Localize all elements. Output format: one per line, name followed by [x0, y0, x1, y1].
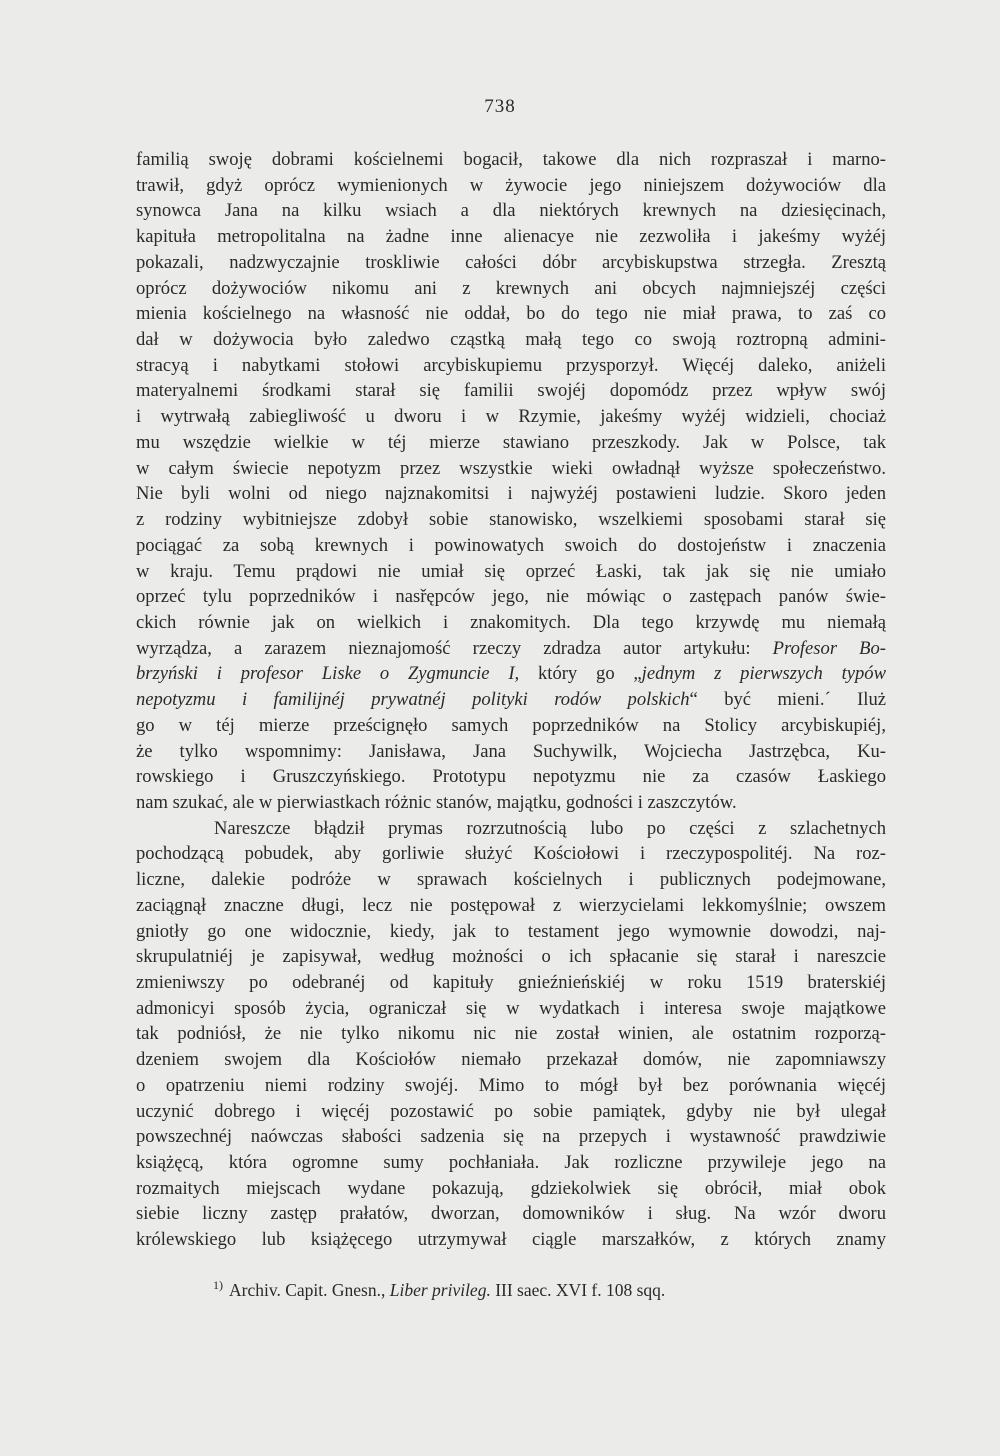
text-line — [136, 1227, 886, 1253]
text-line — [136, 147, 886, 173]
line-text: w kraju. Temu prądowi nie umiał się oprzeć Łaski, tak jak się nie umiało — [136, 560, 886, 582]
text-line — [136, 1124, 886, 1150]
text-line — [136, 430, 886, 456]
text-line — [136, 970, 886, 996]
text-line — [136, 919, 886, 945]
line-text: w całym świecie nepotyzm przez wszystkie wieki owładnął wyższe społeczeństwo. — [136, 457, 886, 479]
text-line — [136, 1073, 886, 1099]
line-text: liczne, dalekie podróże w sprawach kościelnych i publicznych podejmowane, — [136, 869, 886, 891]
line-text: który go „ — [519, 663, 642, 685]
text-line — [136, 378, 886, 404]
text-line — [136, 276, 886, 302]
italic-text: brzyński i profesor Liske o Zygmuncie I, — [136, 663, 520, 685]
text-line — [136, 404, 886, 430]
line-text: pokazali, nadzwyczajnie troskliwie całości dóbr arcybiskupstwa strzegła. Zresztą — [136, 251, 886, 273]
line-text: o opatrzeniu niemi rodziny swojéj. Mimo to mógł był bez porównania więcéj — [136, 1074, 886, 1096]
line-text: pociągać za sobą krewnych i powinowatych swoich do dostojeństw i znaczenia — [136, 534, 886, 556]
page-number: 738 — [484, 96, 516, 117]
text-line — [136, 456, 886, 482]
line-text: oprócz dożywociów nikomu ani z krewnych ani obcych najmniejszéj części — [136, 277, 886, 299]
text-line — [136, 841, 886, 867]
line-text: siebie liczny zastęp prałatów, dworzan, domowników i sług. Na wzór dworu — [136, 1203, 886, 1225]
line-text: z rodziny wybitniejsze zdobył sobie stanowisko, wszelkiemi sposobami starał się — [136, 509, 886, 531]
footnote-mark: 1) — [213, 1278, 223, 1292]
text-line — [136, 1176, 886, 1202]
line-text: i wytrwałą zabiegliwość u dworu i w Rzymie, jakeśmy wyżéj widzieli, chociaż — [136, 406, 886, 428]
line-text: trawił, gdyż oprócz wymienionych w żywocie jego niniejszem dożywociów dla — [136, 174, 886, 196]
text-line — [136, 893, 886, 919]
text-line — [136, 507, 886, 533]
text-line — [136, 687, 886, 713]
line-text: go w téj mierze prześcignęło samych poprzedników na Stolicy arcybiskupiéj, — [136, 714, 886, 736]
line-text: familią swoję dobrami kościelnemi bogacił, takowe dla nich rozpraszał i marno- — [136, 149, 886, 170]
line-text: stracyą i nabytkami stołowi arcybiskupiemu przysporzył. Więcéj daleko, aniżeli — [136, 354, 886, 376]
line-text: “ być mieni.´ Iluż — [689, 689, 886, 711]
footnote-italic: Liber privileg. — [389, 1280, 491, 1300]
text-line — [136, 867, 886, 893]
line-text: kapituła metropolitalna na żadne inne alienacye nie zezwoliła i jakeśmy wyżéj — [136, 226, 886, 248]
line-text: admonicyi sposób życia, ograniczał się w wydatkach i interesa swoje majątkowe — [136, 997, 886, 1019]
line-text: królewskiego lub książęcego utrzymywał ciągle marszałków, z których znamy — [136, 1229, 886, 1251]
body-text — [136, 147, 886, 1253]
text-line — [136, 301, 886, 327]
italic-text: nepotyzmu i familijnéj prywatnéj polityki rodów polskich — [136, 689, 690, 711]
line-text: mienia kościelnego na własność nie oddał, bo do tego nie miał prawa, to zaś co — [136, 303, 886, 325]
line-text: powszechnéj naówczas słabości sadzenia się na przepych i wystawność prawdziwie — [136, 1126, 886, 1148]
text-line — [136, 944, 886, 970]
line-text: skrupulatniéj je zapisywał, według możności o ich spłacanie się starał i nareszcie — [136, 946, 886, 968]
line-text: pochodzącą pobudek, aby gorliwie służyć Kościołowi i rzeczypospolitéj. Na roz- — [136, 843, 886, 865]
line-text: oprzeć tylu poprzedników i nasřępców jego, nie mówiąc o zastępach panów świe- — [136, 586, 886, 608]
line-text: Nareszcze błądził prymas rozrzutnością lubo po części z szlachetnych — [214, 817, 886, 839]
line-text: materyalnemi środkami starał się familii swojéj dopomódz przez wpływ swój — [136, 380, 886, 402]
italic-text: jednym z pierwszych typów — [641, 663, 886, 685]
text-line — [136, 661, 886, 687]
italic-text: Profesor Bo- — [772, 637, 886, 659]
text-line — [136, 764, 886, 790]
text-line — [136, 790, 886, 816]
text-line — [136, 327, 886, 353]
text-line — [136, 173, 886, 199]
text-line — [136, 1047, 886, 1073]
text-line — [136, 1021, 886, 1047]
text-line — [136, 636, 886, 662]
line-text: że tylko wspomnimy: Janisława, Jana Suchywilk, Wojciecha Jastrzębca, Ku- — [136, 740, 886, 762]
line-text: uczynić dobrego i więcéj pozostawić po sobie pamiątek, gdyby nie był ulegał — [136, 1100, 886, 1122]
line-text: ckich równie jak on wielkich i znakomitych. Dla tego krzywdę mu niemałą — [136, 611, 886, 633]
text-line — [136, 1150, 886, 1176]
line-text: nam szukać, ale w pierwiastkach różnic stanów, majątku, godności i zaszczytów. — [136, 791, 737, 813]
text-line — [136, 816, 886, 842]
line-text: wyrządza, a zarazem nieznajomość rzeczy zdradza autor artykułu: — [136, 637, 773, 659]
text-line — [136, 250, 886, 276]
line-text: tak podniósł, że nie tylko nikomu nic nie został winien, ale ostatnim rozporzą- — [136, 1023, 886, 1045]
text-line — [136, 610, 886, 636]
text-line — [136, 559, 886, 585]
footnote — [213, 1272, 833, 1303]
line-text: dał w dożywocia było zaledwo cząstką małą tego co swoją roztropną admini- — [136, 329, 886, 351]
text-line — [136, 1099, 886, 1125]
text-line — [136, 198, 886, 224]
line-text: rowskiego i Gruszczyńskiego. Prototypu nepotyzmu nie za czasów Łaskiego — [136, 766, 886, 788]
line-text: zaciągnął znaczne długi, lecz nie postępował z wierzycielami lekkomyślnie; owszem — [136, 894, 886, 916]
text-line — [136, 533, 886, 559]
footnote-text-before: Archiv. Capit. Gnesn., — [229, 1280, 390, 1300]
line-text: książęcą, która ogromne sumy pochłaniała. Jak rozliczne przywileje jego na — [136, 1152, 886, 1174]
line-text: mu wszędzie wielkie w téj mierze stawiano przeszkody. Jak w Polsce, tak — [136, 431, 886, 453]
line-text: gniotły go one widocznie, kiedy, jak to testament jego wymownie dowodzi, naj- — [136, 920, 886, 942]
text-line — [136, 739, 886, 765]
line-text: dzeniem swojem dla Kościołów niemało przekazał domów, nie zapomniawszy — [136, 1049, 886, 1071]
line-text: rozmaitych miejscach wydane pokazują, gdziekolwiek się obrócił, miał obok — [136, 1177, 886, 1199]
text-line — [136, 1201, 886, 1227]
line-text: Nie byli wolni od niego najznakomitsi i najwyżéj postawieni ludzie. Skoro jeden — [136, 483, 886, 505]
text-line — [136, 353, 886, 379]
line-text: synowca Jana na kilku wsiach a dla niektórych krewnych na dziesięcinach, — [136, 200, 886, 222]
text-line — [136, 996, 886, 1022]
line-text: zmieniwszy po odebranéj od kapituły gnieźnieńskiéj w roku 1519 braterskiéj — [136, 972, 886, 993]
text-line — [136, 713, 886, 739]
footnote-text-after: III saec. XVI f. 108 sqq. — [490, 1280, 666, 1300]
text-line — [136, 224, 886, 250]
text-line — [136, 481, 886, 507]
text-line — [136, 584, 886, 610]
